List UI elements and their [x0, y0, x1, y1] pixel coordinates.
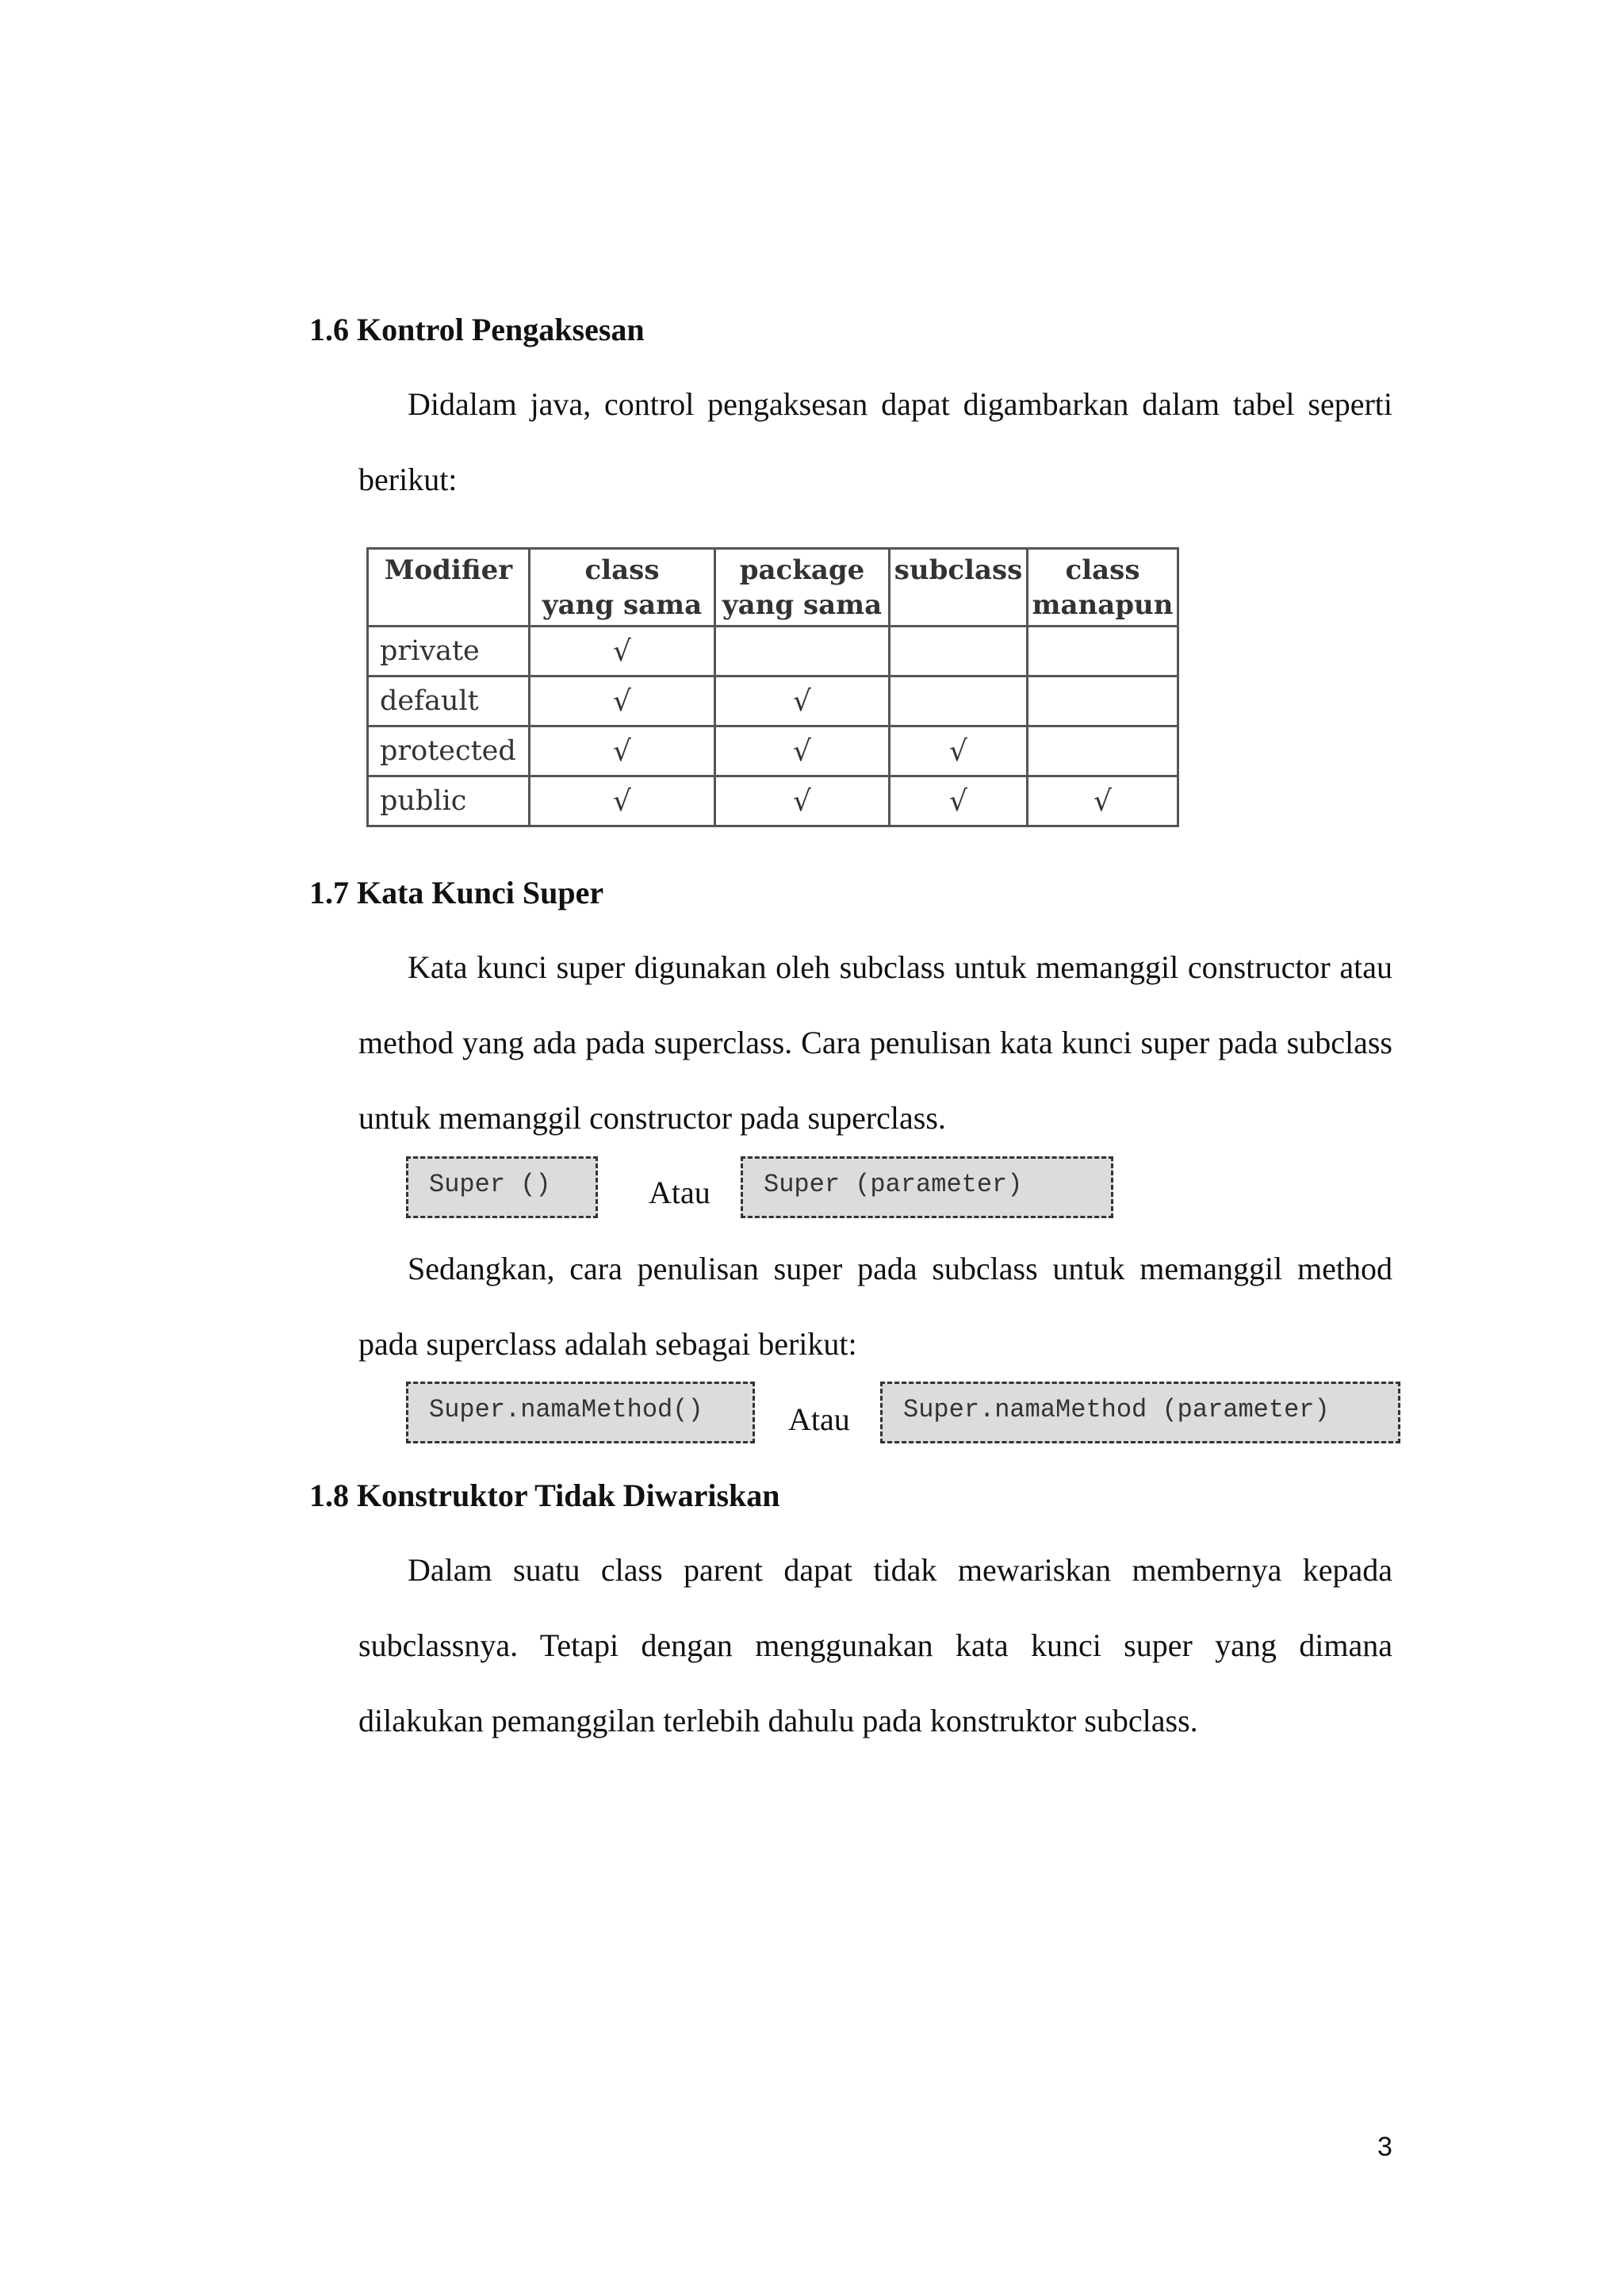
- atau-label: Atau: [788, 1401, 850, 1437]
- access-control-table: [366, 547, 1179, 827]
- paragraph-1-6: Didalam java, control pengaksesan dapat digambarkan dalam tabel seperti berikut:: [358, 386, 1392, 497]
- table-cell: [715, 627, 890, 677]
- table-row: [368, 726, 1178, 776]
- section-heading-1-6: 1.6 Kontrol Pengaksesan: [309, 312, 645, 347]
- table-cell: private: [368, 627, 530, 677]
- table-cell: √: [1028, 776, 1178, 826]
- atau-label: Atau: [649, 1175, 710, 1210]
- table-header-cell: Modifier: [368, 549, 530, 627]
- table-cell: √: [715, 776, 890, 826]
- page-number: 3: [1377, 2132, 1392, 2162]
- table-cell: √: [890, 726, 1028, 776]
- table-header-cell: class yang sama: [530, 549, 715, 627]
- table-cell: [1028, 726, 1178, 776]
- table-cell: default: [368, 677, 530, 726]
- paragraph-1-7-a: Kata kunci super digunakan oleh subclass untuk memanggil constructor atau method yang ada pada superclass. Cara penulisan kata kunci super pada subclass untuk memanggil constructor pada superclass.: [358, 949, 1392, 1136]
- table-cell: [1028, 677, 1178, 726]
- table-header-cell: subclass: [890, 549, 1028, 627]
- table-cell: √: [530, 627, 715, 677]
- table-row: [368, 627, 1178, 677]
- table-header-row: [368, 549, 1178, 627]
- table-row: [368, 776, 1178, 826]
- table-header-cell: class manapun: [1028, 549, 1178, 627]
- table-cell: √: [530, 726, 715, 776]
- paragraph-1-7-b: Sedangkan, cara penulisan super pada subclass untuk memanggil method pada superclass adalah sebagai berikut:: [358, 1251, 1392, 1362]
- code-box-super-method-parameter: Super.namaMethod (parameter): [880, 1382, 1400, 1443]
- table-cell: √: [715, 677, 890, 726]
- table-cell: √: [530, 677, 715, 726]
- section-heading-1-7: 1.7 Kata Kunci Super: [309, 875, 604, 910]
- table-cell: [890, 677, 1028, 726]
- section-heading-1-8: 1.8 Konstruktor Tidak Diwariskan: [309, 1478, 780, 1513]
- table-cell: √: [890, 776, 1028, 826]
- table-cell: public: [368, 776, 530, 826]
- table-cell: √: [715, 726, 890, 776]
- paragraph-1-8: Dalam suatu class parent dapat tidak mewariskan membernya kepada subclassnya. Tetapi dengan menggunakan kata kunci super yang dimana dilakukan pemanggilan terlebih dahulu pada konstruktor subclass.: [358, 1552, 1392, 1738]
- code-box-super-parameter: Super (parameter): [741, 1156, 1113, 1218]
- table-cell: [890, 627, 1028, 677]
- table-cell: √: [530, 776, 715, 826]
- table-row: [368, 677, 1178, 726]
- table-header-cell: package yang sama: [715, 549, 890, 627]
- table-cell: [1028, 627, 1178, 677]
- table-cell: protected: [368, 726, 530, 776]
- code-box-super-constructor: Super (): [406, 1156, 598, 1218]
- code-box-super-method: Super.namaMethod(): [406, 1382, 755, 1443]
